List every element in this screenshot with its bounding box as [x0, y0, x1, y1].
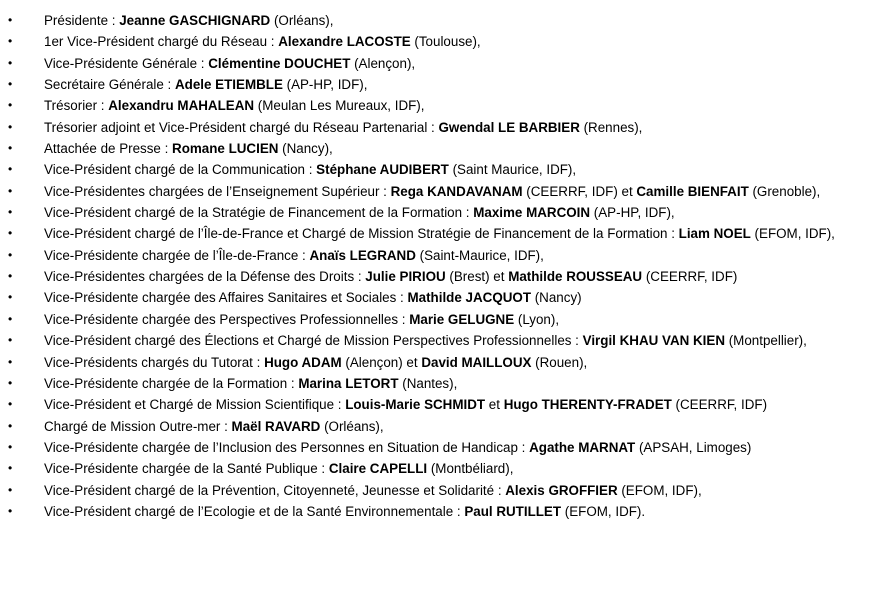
list-item — [0, 223, 864, 244]
member-name: Liam NOEL — [678, 226, 751, 242]
role-label: Vice-Présidentes chargées de l’Enseignement Supérieur : — [44, 183, 391, 199]
role-label: Vice-Président chargé de l’Île-de-France et Chargé de Mission Stratégie de Financement de la Formation : — [44, 226, 679, 242]
member-name: Romane LUCIEN — [172, 141, 279, 157]
member-name: Maël RAVARD — [231, 418, 321, 434]
bullet-icon: • — [8, 397, 13, 412]
member-name: Louis-Marie SCHMIDT — [345, 397, 486, 413]
list-item — [0, 480, 864, 501]
list-item — [0, 202, 864, 223]
bullet-icon: • — [8, 77, 13, 92]
member-name: Maxime MARCOIN — [473, 205, 591, 221]
member-name: Alexandru MAHALEAN — [108, 98, 255, 114]
role-label: 1er Vice-Président chargé du Réseau : — [44, 34, 279, 50]
member-name: Marina LETORT — [298, 375, 399, 391]
role-label: Vice-Président chargé de la Communication : — [44, 162, 317, 178]
bullet-icon: • — [8, 247, 13, 262]
role-label: Vice-Président et Chargé de Mission Scientifique : — [44, 397, 346, 413]
bullet-icon: • — [8, 439, 13, 454]
member-location: (Saint-Maurice, IDF), — [415, 247, 544, 263]
list-item — [0, 501, 864, 522]
role-label: Vice-Présidente chargée de la Formation : — [44, 375, 299, 391]
bullet-icon: • — [8, 375, 13, 390]
role-label: Vice-Présidente chargée des Affaires Sanitaires et Sociales : — [44, 290, 408, 306]
list-item — [0, 309, 864, 330]
bullet-icon: • — [8, 503, 13, 518]
member-name: Clémentine DOUCHET — [208, 55, 351, 71]
list-item — [0, 266, 864, 287]
bullet-icon: • — [8, 55, 13, 70]
member-name: Virgil KHAU VAN KIEN — [582, 333, 725, 349]
member-name: Gwendal LE BARBIER — [438, 119, 580, 135]
bullet-icon: • — [8, 482, 13, 497]
member-location: (Toulouse), — [410, 34, 481, 50]
list-item — [0, 330, 864, 351]
bullet-icon: • — [8, 141, 13, 156]
role-label: Vice-Présidente chargée de l’Inclusion des Personnes en Situation de Handicap : — [44, 439, 530, 455]
list-item — [0, 138, 864, 159]
member-location: (Montpellier), — [725, 333, 807, 349]
member-name-2: David MAILLOUX — [421, 354, 532, 370]
role-label: Vice-Présidente chargée de l’Île-de-France : — [44, 247, 310, 263]
member-location: et — [485, 397, 504, 413]
role-label: Vice-Président chargé de la Stratégie de Financement de la Formation : — [44, 205, 474, 221]
list-item — [0, 10, 864, 31]
member-location: (EFOM, IDF), — [617, 482, 702, 498]
list-item — [0, 117, 864, 138]
bullet-icon: • — [8, 205, 13, 220]
role-label: Vice-Présidentes chargées de la Défense des Droits : — [44, 269, 366, 285]
member-location: (Orléans), — [270, 13, 334, 28]
list-item — [0, 437, 864, 458]
member-name: Paul RUTILLET — [464, 503, 562, 519]
bullet-icon: • — [8, 461, 13, 476]
member-name: Jeanne GASCHIGNARD — [119, 13, 271, 28]
member-location: (EFOM, IDF). — [561, 503, 646, 519]
bullet-icon: • — [8, 269, 13, 284]
member-name: Mathilde JACQUOT — [407, 290, 531, 306]
member-location-2: (Grenoble), — [748, 183, 821, 199]
member-name: Hugo ADAM — [264, 354, 342, 370]
member-name-2: Hugo THERENTY-FRADET — [503, 397, 672, 413]
member-name: Marie GELUGNE — [409, 311, 515, 327]
role-label: Secrétaire Générale : — [44, 77, 175, 93]
role-label: Vice-Présidente chargée de la Santé Publique : — [44, 461, 329, 477]
member-name: Agathe MARNAT — [529, 439, 636, 455]
member-name-2: Camille BIENFAIT — [636, 183, 749, 199]
member-location: (Montbéliard), — [427, 461, 514, 477]
list-item — [0, 95, 864, 116]
bullet-icon: • — [8, 418, 13, 433]
list-item — [0, 287, 864, 308]
list-item — [0, 181, 864, 202]
member-location: (Orléans), — [320, 418, 384, 434]
member-name: Rega KANDAVANAM — [390, 183, 523, 199]
member-location: (Meulan Les Mureaux, IDF), — [254, 98, 425, 114]
member-location: (Brest) et — [445, 269, 509, 285]
member-location: (AP-HP, IDF), — [590, 205, 675, 221]
role-label: Trésorier adjoint et Vice-Président chargé du Réseau Partenarial : — [44, 119, 439, 135]
member-location: (EFOM, IDF), — [750, 226, 835, 242]
member-name: Stéphane AUDIBERT — [316, 162, 449, 178]
role-label: Trésorier : — [44, 98, 109, 114]
member-name: Adele ETIEMBLE — [175, 77, 283, 93]
role-label: Vice-Président chargé des Élections et Chargé de Mission Perspectives Professionnelles : — [44, 333, 583, 349]
role-label: Vice-Présidente Générale : — [44, 55, 209, 71]
role-label: Vice-Président chargé de la Prévention, Citoyenneté, Jeunesse et Solidarité : — [44, 482, 506, 498]
bullet-icon: • — [8, 119, 13, 134]
bullet-icon: • — [8, 333, 13, 348]
list-item — [0, 373, 864, 394]
member-name: Julie PIRIOU — [365, 269, 446, 285]
member-location-2: (Rouen), — [531, 354, 588, 370]
member-location: (Nancy), — [278, 141, 333, 157]
role-label: Vice-Présidente chargée des Perspectives Professionnelles : — [44, 311, 410, 327]
list-item — [0, 245, 864, 266]
bullet-icon: • — [8, 290, 13, 305]
member-location: (Nantes), — [398, 375, 458, 391]
role-label: Chargé de Mission Outre-mer : — [44, 418, 232, 434]
bullet-icon: • — [8, 354, 13, 369]
member-location: (AP-HP, IDF), — [282, 77, 368, 93]
member-name: Alexandre LACOSTE — [278, 34, 411, 50]
bullet-icon: • — [8, 34, 13, 49]
bullet-icon: • — [8, 183, 13, 198]
member-location: (Alençon), — [350, 55, 416, 71]
member-location: (Nancy) — [531, 290, 582, 306]
member-name: Claire CAPELLI — [328, 461, 428, 477]
list-item — [0, 352, 864, 373]
member-name: Alexis GROFFIER — [505, 482, 618, 498]
list-item — [0, 31, 864, 52]
list-item — [0, 74, 864, 95]
member-location: (Lyon), — [514, 311, 560, 327]
member-name-2: Mathilde ROUSSEAU — [508, 269, 643, 285]
member-location: (Alençon) et — [341, 354, 422, 370]
role-label: Vice-Président chargé de l’Ecologie et de la Santé Environnementale : — [44, 503, 465, 519]
list-item — [0, 458, 864, 479]
bullet-icon: • — [8, 226, 13, 241]
member-location: (APSAH, Limoges) — [635, 439, 752, 455]
member-location-2: (CEERRF, IDF) — [642, 269, 738, 285]
list-item — [0, 416, 864, 437]
board-members-list — [0, 10, 864, 522]
role-label: Attachée de Presse : — [44, 141, 173, 157]
role-label: Présidente : — [44, 13, 120, 28]
member-location-2: (CEERRF, IDF) — [671, 397, 768, 413]
list-item — [0, 53, 864, 74]
list-item — [0, 394, 864, 415]
bullet-icon: • — [8, 162, 13, 177]
member-location: (Rennes), — [579, 119, 643, 135]
member-location: (Saint Maurice, IDF), — [448, 162, 577, 178]
list-item — [0, 159, 864, 180]
bullet-icon: • — [8, 13, 13, 27]
bullet-icon: • — [8, 311, 13, 326]
role-label: Vice-Présidents chargés du Tutorat : — [44, 354, 265, 370]
member-location: (CEERRF, IDF) et — [522, 183, 637, 199]
bullet-icon: • — [8, 98, 13, 113]
member-name: Anaïs LEGRAND — [309, 247, 416, 263]
